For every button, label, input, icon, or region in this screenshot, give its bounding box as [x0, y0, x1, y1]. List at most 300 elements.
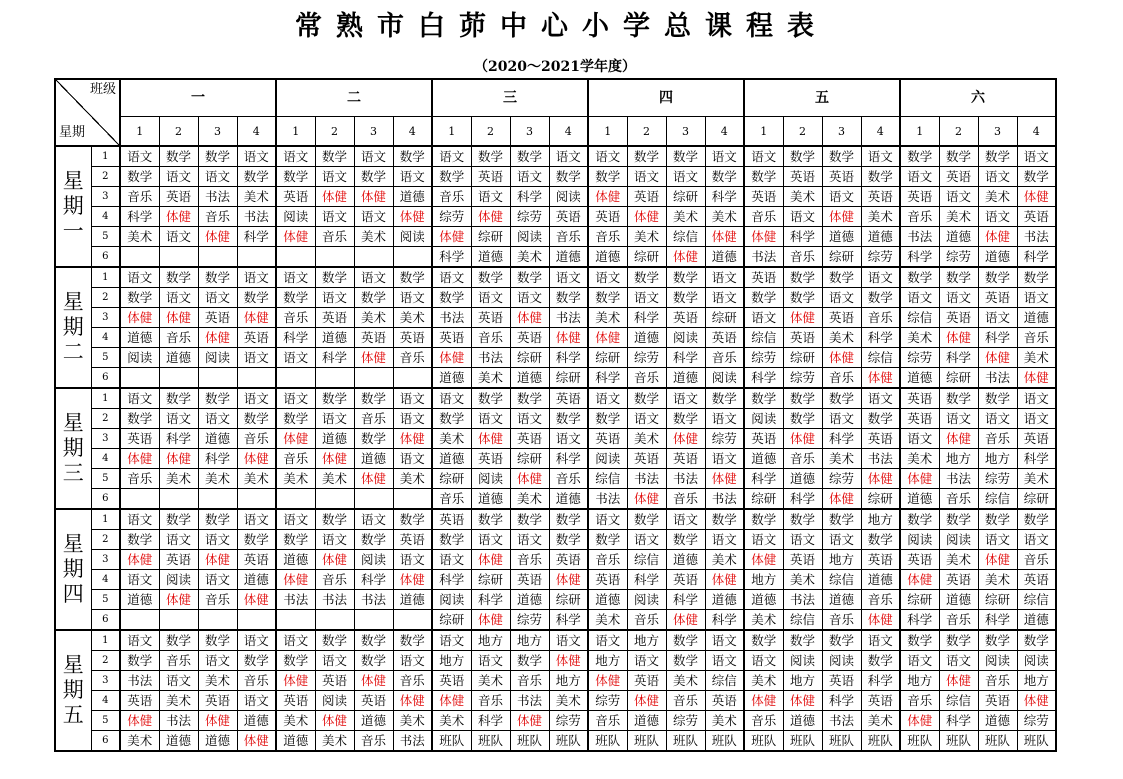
grade-header-row [55, 79, 1056, 117]
subject-cell: 体健 [198, 227, 237, 247]
subject-cell [393, 610, 432, 631]
subject-cell: 语文 [159, 227, 198, 247]
subject-cell: 语文 [588, 630, 627, 651]
subject-cell: 音乐 [393, 348, 432, 368]
subject-cell: 英语 [276, 691, 315, 711]
subject-cell: 美术 [276, 469, 315, 489]
subject-cell: 体健 [471, 429, 510, 449]
subject-cell: 综劳 [666, 711, 705, 731]
subject-cell: 体健 [900, 570, 939, 590]
subject-cell: 数学 [315, 388, 354, 409]
subject-cell: 语文 [510, 167, 549, 187]
subject-cell: 综劳 [822, 469, 861, 489]
grade-header: 六 [900, 79, 1056, 117]
subject-cell: 美术 [705, 550, 744, 570]
subject-cell: 英语 [588, 207, 627, 227]
subject-cell: 语文 [1017, 146, 1056, 167]
subject-cell: 音乐 [783, 247, 822, 268]
subject-cell: 英语 [627, 449, 666, 469]
subject-cell: 美术 [120, 731, 159, 752]
subject-cell [159, 610, 198, 631]
subject-cell: 数学 [978, 388, 1017, 409]
subject-cell: 道德 [705, 590, 744, 610]
subject-cell: 英语 [393, 530, 432, 550]
subject-cell: 道德 [666, 368, 705, 389]
subject-cell: 语文 [120, 146, 159, 167]
subject-cell: 体健 [588, 187, 627, 207]
subject-cell: 阅读 [354, 550, 393, 570]
subject-cell: 班队 [822, 731, 861, 752]
subject-cell: 道德 [900, 368, 939, 389]
subject-cell: 语文 [510, 288, 549, 308]
subject-cell: 音乐 [861, 308, 900, 328]
subject-cell [237, 368, 276, 389]
subject-cell: 数学 [900, 509, 939, 530]
subject-cell: 英语 [939, 167, 978, 187]
subject-cell: 体健 [120, 449, 159, 469]
subject-cell: 科学 [549, 610, 588, 631]
period-row [55, 610, 1056, 631]
subject-cell: 语文 [900, 288, 939, 308]
subject-cell: 英语 [588, 429, 627, 449]
period-number: 2 [91, 167, 120, 187]
subject-cell: 英语 [510, 429, 549, 449]
subject-cell: 英语 [315, 308, 354, 328]
subject-cell: 班队 [978, 731, 1017, 752]
subject-cell: 书法 [237, 207, 276, 227]
subject-cell: 体健 [432, 348, 471, 368]
subject-cell: 体健 [276, 429, 315, 449]
period-number: 3 [91, 671, 120, 691]
subject-cell: 语文 [1017, 288, 1056, 308]
subject-cell: 科学 [783, 489, 822, 510]
subject-cell: 英语 [900, 409, 939, 429]
subject-cell: 数学 [705, 388, 744, 409]
subject-cell: 地方 [627, 630, 666, 651]
subject-cell: 数学 [744, 167, 783, 187]
subject-cell [198, 610, 237, 631]
grade-header: 三 [432, 79, 588, 117]
subject-cell: 数学 [783, 288, 822, 308]
subject-cell [354, 489, 393, 510]
timetable [54, 78, 1057, 752]
subject-cell: 英语 [549, 207, 588, 227]
subject-cell: 数学 [198, 267, 237, 288]
subject-cell: 体健 [159, 308, 198, 328]
subject-cell: 英语 [705, 691, 744, 711]
subject-cell: 书法 [120, 671, 159, 691]
period-number: 4 [91, 570, 120, 590]
subject-cell: 语文 [900, 429, 939, 449]
subject-cell: 语文 [861, 630, 900, 651]
subject-cell: 数学 [393, 509, 432, 530]
subject-cell: 英语 [120, 429, 159, 449]
subject-cell: 体健 [783, 429, 822, 449]
subject-cell: 语文 [354, 146, 393, 167]
subject-cell: 英语 [900, 388, 939, 409]
subject-cell: 音乐 [1017, 328, 1056, 348]
subject-cell: 英语 [666, 308, 705, 328]
subject-cell: 综研 [588, 348, 627, 368]
subject-cell: 科学 [315, 348, 354, 368]
subject-cell: 阅读 [666, 328, 705, 348]
subject-cell: 科学 [588, 368, 627, 389]
subject-cell: 数学 [120, 530, 159, 550]
subject-cell: 体健 [354, 348, 393, 368]
subject-cell: 语文 [432, 267, 471, 288]
subject-cell: 音乐 [978, 429, 1017, 449]
subject-cell: 数学 [354, 288, 393, 308]
subject-cell: 道德 [354, 711, 393, 731]
subject-cell: 语文 [315, 530, 354, 550]
period-number: 1 [91, 509, 120, 530]
subject-cell: 语文 [315, 288, 354, 308]
subject-cell: 数学 [120, 409, 159, 429]
period-number: 6 [91, 731, 120, 752]
subject-cell: 音乐 [900, 207, 939, 227]
subject-cell: 体健 [198, 328, 237, 348]
subject-cell: 音乐 [237, 429, 276, 449]
subject-cell: 英语 [666, 449, 705, 469]
subject-cell: 数学 [744, 509, 783, 530]
subject-cell: 班队 [510, 731, 549, 752]
subject-cell: 数学 [549, 167, 588, 187]
subject-cell: 音乐 [549, 469, 588, 489]
subject-cell: 英语 [705, 328, 744, 348]
subject-cell: 体健 [159, 449, 198, 469]
subject-cell: 语文 [315, 167, 354, 187]
subject-cell: 科学 [861, 328, 900, 348]
subject-cell: 道德 [744, 449, 783, 469]
subject-cell: 语文 [822, 409, 861, 429]
subject-cell: 语文 [120, 267, 159, 288]
subject-cell: 英语 [978, 691, 1017, 711]
period-row [55, 247, 1056, 268]
subject-cell: 科学 [471, 711, 510, 731]
subject-cell: 美术 [393, 308, 432, 328]
subject-cell: 语文 [159, 409, 198, 429]
period-number: 6 [91, 247, 120, 268]
subject-cell: 科学 [510, 187, 549, 207]
subject-cell: 语文 [237, 388, 276, 409]
subject-cell: 语文 [393, 550, 432, 570]
subject-cell: 美术 [393, 711, 432, 731]
subject-cell: 地方 [510, 630, 549, 651]
subject-cell: 科学 [705, 187, 744, 207]
subject-cell: 音乐 [315, 570, 354, 590]
subject-cell: 美术 [471, 671, 510, 691]
subject-cell: 体健 [159, 207, 198, 227]
subject-cell: 音乐 [705, 348, 744, 368]
subject-cell: 语文 [705, 630, 744, 651]
subject-cell: 道德 [120, 590, 159, 610]
subject-cell: 英语 [237, 550, 276, 570]
subject-cell: 美术 [1017, 469, 1056, 489]
subject-cell: 语文 [1017, 409, 1056, 429]
period-row [55, 267, 1056, 288]
class-number-header: 1 [588, 117, 627, 147]
period-row [55, 348, 1056, 368]
subject-cell [198, 247, 237, 268]
subject-cell: 英语 [1017, 429, 1056, 449]
subject-cell: 美术 [354, 227, 393, 247]
subject-cell: 音乐 [549, 227, 588, 247]
subject-cell [237, 610, 276, 631]
grade-header: 二 [276, 79, 432, 117]
subject-cell: 语文 [627, 288, 666, 308]
subject-cell: 语文 [471, 651, 510, 671]
subject-cell: 科学 [939, 711, 978, 731]
subject-cell: 数学 [861, 409, 900, 429]
subject-cell: 道德 [237, 711, 276, 731]
subject-cell: 体健 [393, 691, 432, 711]
subject-cell: 语文 [198, 570, 237, 590]
subject-cell: 语文 [471, 288, 510, 308]
subject-cell: 道德 [783, 469, 822, 489]
subject-cell: 道德 [861, 227, 900, 247]
subject-cell: 音乐 [939, 489, 978, 510]
subject-cell: 数学 [783, 146, 822, 167]
subject-cell: 美术 [822, 328, 861, 348]
subject-cell: 科学 [783, 227, 822, 247]
subject-cell: 语文 [276, 348, 315, 368]
class-number-header: 2 [315, 117, 354, 147]
subject-cell: 美术 [1017, 348, 1056, 368]
subject-cell: 英语 [744, 429, 783, 449]
subject-cell: 语文 [432, 388, 471, 409]
subject-cell: 科学 [666, 590, 705, 610]
subject-cell: 美术 [744, 610, 783, 631]
subject-cell: 书法 [861, 449, 900, 469]
subject-cell: 英语 [627, 671, 666, 691]
class-number-header: 3 [198, 117, 237, 147]
subject-cell: 科学 [1017, 247, 1056, 268]
subject-cell: 体健 [978, 550, 1017, 570]
subject-cell: 语文 [198, 167, 237, 187]
subject-cell [237, 247, 276, 268]
subject-cell: 数学 [627, 509, 666, 530]
subject-cell: 语文 [627, 651, 666, 671]
class-number-header: 4 [393, 117, 432, 147]
subject-cell: 体健 [705, 469, 744, 489]
subject-cell: 体健 [900, 469, 939, 489]
period-row [55, 146, 1056, 167]
period-number: 3 [91, 308, 120, 328]
subject-cell: 数学 [705, 509, 744, 530]
subject-cell: 语文 [822, 187, 861, 207]
subject-cell: 体健 [939, 429, 978, 449]
subject-cell: 英语 [900, 550, 939, 570]
subject-cell [120, 247, 159, 268]
subject-cell: 体健 [588, 328, 627, 348]
subject-cell: 体健 [276, 570, 315, 590]
page-title: 常熟市白茆中心小学总课程表 [295, 11, 828, 42]
period-number: 1 [91, 267, 120, 288]
subject-cell: 数学 [1017, 167, 1056, 187]
subject-cell: 语文 [705, 651, 744, 671]
class-number-header: 3 [978, 117, 1017, 147]
subject-cell: 语文 [1017, 388, 1056, 409]
subject-cell: 语文 [159, 167, 198, 187]
subject-cell: 美术 [822, 449, 861, 469]
subject-cell: 体健 [978, 227, 1017, 247]
subject-cell: 阅读 [510, 227, 549, 247]
subject-cell: 书法 [744, 247, 783, 268]
subject-cell: 数学 [510, 388, 549, 409]
subject-cell: 语文 [588, 267, 627, 288]
subject-cell: 体健 [744, 691, 783, 711]
subject-cell: 班队 [705, 731, 744, 752]
subject-cell: 语文 [354, 509, 393, 530]
subject-cell: 数学 [276, 409, 315, 429]
period-number: 6 [91, 489, 120, 510]
subject-cell: 道德 [939, 227, 978, 247]
subject-cell: 地方 [900, 671, 939, 691]
subject-cell: 体健 [237, 590, 276, 610]
period-row [55, 388, 1056, 409]
period-number: 2 [91, 651, 120, 671]
subject-cell: 英语 [783, 167, 822, 187]
subject-cell: 道德 [744, 590, 783, 610]
period-row [55, 409, 1056, 429]
subject-cell: 语文 [120, 570, 159, 590]
subject-cell: 数学 [822, 509, 861, 530]
subject-cell: 综研 [861, 489, 900, 510]
grade-header: 五 [744, 79, 900, 117]
subject-cell: 数学 [159, 509, 198, 530]
subject-cell: 体健 [666, 429, 705, 449]
subject-cell: 体健 [861, 469, 900, 489]
subject-cell: 数学 [354, 388, 393, 409]
subject-cell: 班队 [861, 731, 900, 752]
subject-cell: 语文 [276, 146, 315, 167]
subject-cell: 语文 [393, 167, 432, 187]
subject-cell: 数学 [120, 651, 159, 671]
subject-cell [120, 610, 159, 631]
subject-cell: 语文 [666, 509, 705, 530]
corner-class-label: 班级 [89, 82, 116, 97]
subject-cell: 数学 [666, 630, 705, 651]
subject-cell: 数学 [939, 388, 978, 409]
subject-cell: 班队 [900, 731, 939, 752]
subject-cell: 美术 [549, 691, 588, 711]
subject-cell: 道德 [783, 711, 822, 731]
subject-cell: 数学 [510, 146, 549, 167]
subject-cell: 班队 [549, 731, 588, 752]
subject-cell: 语文 [393, 409, 432, 429]
subject-cell: 体健 [1017, 691, 1056, 711]
subject-cell: 综研 [705, 308, 744, 328]
subject-cell: 数学 [783, 630, 822, 651]
subject-cell: 数学 [588, 167, 627, 187]
subject-cell: 体健 [939, 671, 978, 691]
subject-cell: 语文 [744, 530, 783, 550]
subject-cell: 语文 [705, 449, 744, 469]
subject-cell: 体健 [471, 207, 510, 227]
subject-cell: 语文 [588, 509, 627, 530]
subject-cell: 音乐 [237, 671, 276, 691]
subject-cell: 语文 [237, 630, 276, 651]
subject-cell: 英语 [432, 671, 471, 691]
subject-cell: 美术 [900, 328, 939, 348]
period-row [55, 187, 1056, 207]
subject-cell: 语文 [939, 288, 978, 308]
subject-cell: 体健 [705, 570, 744, 590]
subject-cell: 音乐 [666, 691, 705, 711]
subject-cell: 英语 [510, 570, 549, 590]
subject-cell: 语文 [237, 348, 276, 368]
subject-cell: 音乐 [783, 449, 822, 469]
subject-cell: 书法 [159, 711, 198, 731]
subject-cell: 科学 [900, 610, 939, 631]
subject-cell: 数学 [237, 288, 276, 308]
subject-cell: 音乐 [432, 489, 471, 510]
subject-cell: 英语 [1017, 570, 1056, 590]
subject-cell: 综劳 [705, 429, 744, 449]
subject-cell: 科学 [744, 469, 783, 489]
subject-cell: 体健 [978, 348, 1017, 368]
subject-cell: 阅读 [159, 570, 198, 590]
subject-cell: 道德 [159, 348, 198, 368]
subject-cell: 英语 [276, 187, 315, 207]
subject-cell: 语文 [276, 388, 315, 409]
subject-cell: 体健 [783, 308, 822, 328]
subject-cell: 语文 [705, 267, 744, 288]
period-number: 1 [91, 630, 120, 651]
class-number-header: 3 [354, 117, 393, 147]
subject-cell [354, 247, 393, 268]
subject-cell: 体健 [900, 711, 939, 731]
subject-cell: 综信 [900, 308, 939, 328]
subject-cell: 阅读 [198, 348, 237, 368]
subject-cell: 数学 [900, 146, 939, 167]
subject-cell: 数学 [549, 409, 588, 429]
subject-cell: 音乐 [822, 610, 861, 631]
subject-cell: 数学 [510, 651, 549, 671]
subject-cell: 美术 [237, 187, 276, 207]
subject-cell: 综信 [978, 489, 1017, 510]
class-number-header: 3 [822, 117, 861, 147]
subject-cell: 英语 [1017, 207, 1056, 227]
subject-cell: 体健 [1017, 187, 1056, 207]
subject-cell: 英语 [744, 187, 783, 207]
subject-cell [276, 247, 315, 268]
subject-cell: 语文 [198, 530, 237, 550]
subject-cell: 阅读 [822, 651, 861, 671]
subject-cell: 美术 [978, 187, 1017, 207]
subject-cell: 综研 [744, 489, 783, 510]
subject-cell: 语文 [900, 651, 939, 671]
day-label: 星期二 [55, 267, 91, 388]
subject-cell: 综信 [744, 328, 783, 348]
subject-cell: 语文 [120, 630, 159, 651]
subject-cell: 书法 [198, 187, 237, 207]
subject-cell: 道德 [276, 731, 315, 752]
subject-cell: 数学 [588, 530, 627, 550]
subject-cell: 体健 [861, 610, 900, 631]
subject-cell [315, 247, 354, 268]
subject-cell: 数学 [432, 167, 471, 187]
subject-cell: 语文 [627, 167, 666, 187]
subject-cell: 语文 [159, 671, 198, 691]
period-number: 4 [91, 449, 120, 469]
subject-cell: 语文 [861, 388, 900, 409]
subject-cell: 数学 [393, 146, 432, 167]
subject-cell: 数学 [666, 146, 705, 167]
subject-cell: 音乐 [900, 691, 939, 711]
subject-cell: 数学 [471, 146, 510, 167]
subject-cell: 音乐 [471, 328, 510, 348]
